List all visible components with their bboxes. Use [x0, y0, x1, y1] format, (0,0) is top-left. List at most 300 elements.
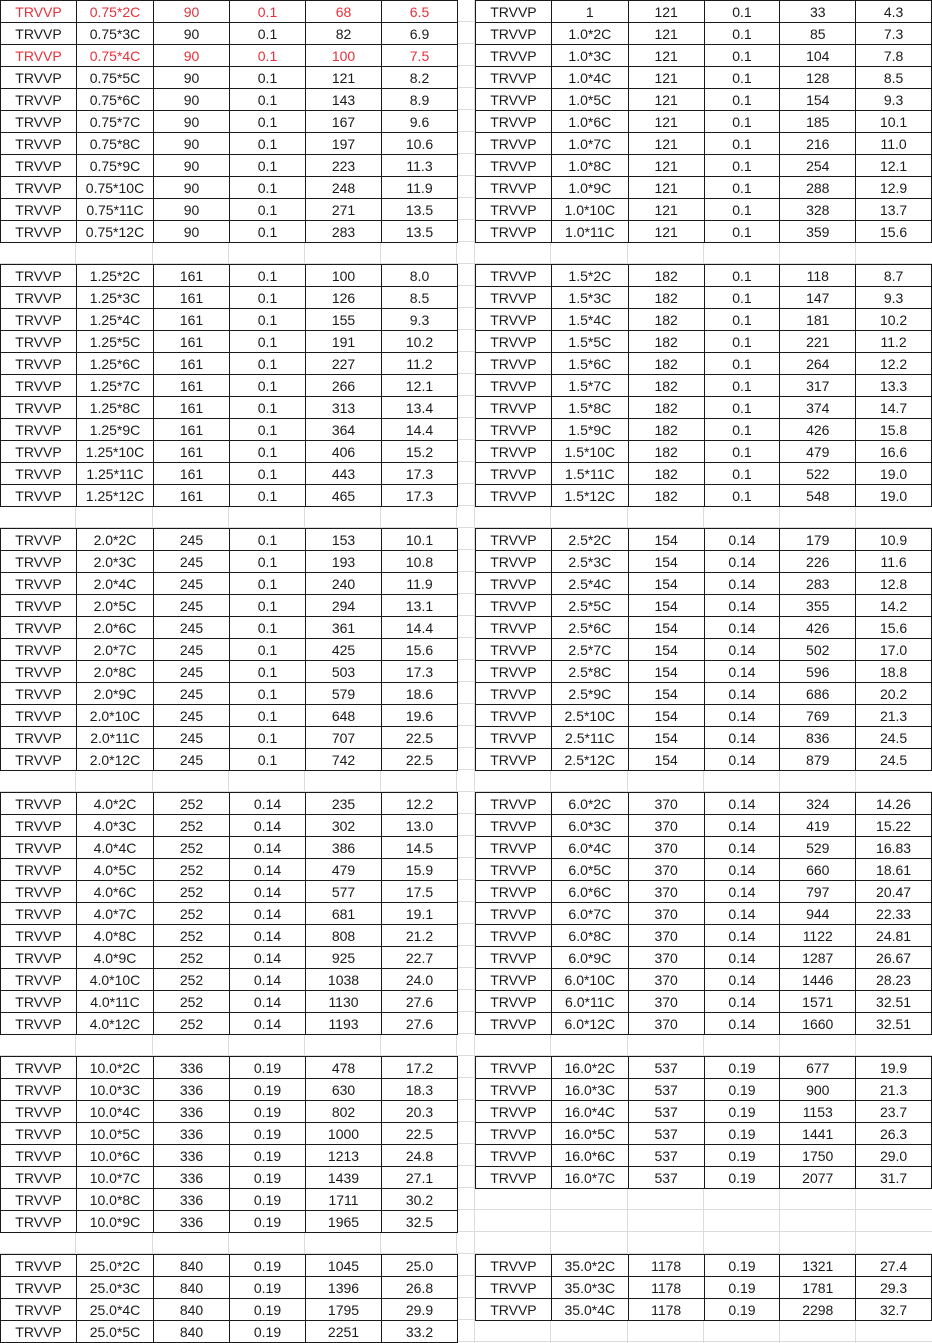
mass-cell[interactable]: 797 — [780, 881, 856, 903]
size-cell[interactable]: 6.0*3C — [551, 815, 628, 837]
type-cell[interactable]: TRVVP — [476, 815, 552, 837]
thickness-cell[interactable]: 0.1 — [230, 419, 306, 441]
thickness-cell[interactable]: 0.14 — [704, 947, 780, 969]
diameter-cell[interactable]: 22.5 — [382, 1123, 458, 1145]
type-cell[interactable]: TRVVP — [1, 617, 77, 639]
diameter-cell[interactable]: 24.0 — [382, 969, 458, 991]
diameter-cell[interactable]: 22.33 — [856, 903, 932, 925]
type-cell[interactable]: TRVVP — [1, 375, 77, 397]
size-cell[interactable]: 0.75*6C — [77, 89, 154, 111]
diameter-cell[interactable]: 13.3 — [856, 375, 932, 397]
mass-cell[interactable]: 686 — [780, 683, 856, 705]
mass-cell[interactable]: 503 — [306, 661, 382, 683]
type-cell[interactable]: TRVVP — [1, 1167, 77, 1189]
weight-cell[interactable]: 537 — [628, 1123, 704, 1145]
weight-cell[interactable]: 90 — [154, 67, 230, 89]
type-cell[interactable]: TRVVP — [1, 529, 77, 551]
diameter-cell[interactable]: 19.0 — [856, 463, 932, 485]
diameter-cell[interactable]: 9.3 — [856, 89, 932, 111]
mass-cell[interactable]: 707 — [306, 727, 382, 749]
thickness-cell[interactable]: 0.1 — [230, 529, 306, 551]
weight-cell[interactable]: 121 — [628, 133, 704, 155]
mass-cell[interactable]: 374 — [780, 397, 856, 419]
weight-cell[interactable]: 245 — [154, 705, 230, 727]
size-cell[interactable]: 1.25*2C — [77, 265, 154, 287]
size-cell[interactable]: 1.0*9C — [551, 177, 628, 199]
diameter-cell[interactable]: 10.6 — [382, 133, 458, 155]
thickness-cell[interactable]: 0.1 — [230, 177, 306, 199]
size-cell[interactable]: 10.0*8C — [77, 1189, 154, 1211]
type-cell[interactable]: TRVVP — [1, 1211, 77, 1233]
mass-cell[interactable]: 660 — [780, 859, 856, 881]
type-cell[interactable]: TRVVP — [1, 133, 77, 155]
diameter-cell[interactable]: 19.9 — [856, 1057, 932, 1079]
weight-cell[interactable]: 245 — [154, 639, 230, 661]
mass-cell[interactable]: 502 — [780, 639, 856, 661]
mass-cell[interactable]: 288 — [780, 177, 856, 199]
size-cell[interactable]: 6.0*4C — [551, 837, 628, 859]
diameter-cell[interactable]: 15.9 — [382, 859, 458, 881]
size-cell[interactable]: 1.5*12C — [551, 485, 628, 507]
weight-cell[interactable]: 245 — [154, 683, 230, 705]
mass-cell[interactable]: 1038 — [306, 969, 382, 991]
type-cell[interactable]: TRVVP — [1, 749, 77, 771]
size-cell[interactable]: 2.5*4C — [551, 573, 628, 595]
diameter-cell[interactable]: 33.2 — [382, 1321, 458, 1343]
diameter-cell[interactable]: 14.4 — [382, 419, 458, 441]
mass-cell[interactable]: 900 — [780, 1079, 856, 1101]
weight-cell[interactable]: 121 — [628, 1, 704, 23]
diameter-cell[interactable]: 32.51 — [856, 1013, 932, 1035]
size-cell[interactable]: 4.0*10C — [77, 969, 154, 991]
type-cell[interactable]: TRVVP — [1, 1255, 77, 1277]
weight-cell[interactable]: 336 — [154, 1145, 230, 1167]
weight-cell[interactable]: 90 — [154, 1, 230, 23]
diameter-cell[interactable]: 17.3 — [382, 661, 458, 683]
type-cell[interactable]: TRVVP — [476, 639, 552, 661]
mass-cell[interactable]: 104 — [780, 45, 856, 67]
type-cell[interactable]: TRVVP — [1, 463, 77, 485]
type-cell[interactable]: TRVVP — [476, 463, 552, 485]
thickness-cell[interactable]: 0.14 — [230, 903, 306, 925]
weight-cell[interactable]: 182 — [628, 485, 704, 507]
weight-cell[interactable]: 336 — [154, 1079, 230, 1101]
thickness-cell[interactable]: 0.1 — [230, 595, 306, 617]
diameter-cell[interactable]: 18.61 — [856, 859, 932, 881]
type-cell[interactable]: TRVVP — [476, 1123, 552, 1145]
weight-cell[interactable]: 161 — [154, 287, 230, 309]
thickness-cell[interactable]: 0.14 — [704, 793, 780, 815]
thickness-cell[interactable]: 0.14 — [704, 837, 780, 859]
type-cell[interactable]: TRVVP — [476, 1079, 552, 1101]
diameter-cell[interactable]: 11.2 — [856, 331, 932, 353]
size-cell[interactable]: 1.25*10C — [77, 441, 154, 463]
weight-cell[interactable]: 370 — [628, 837, 704, 859]
diameter-cell[interactable]: 12.8 — [856, 573, 932, 595]
weight-cell[interactable]: 245 — [154, 661, 230, 683]
thickness-cell[interactable]: 0.1 — [704, 1, 780, 23]
type-cell[interactable]: TRVVP — [1, 111, 77, 133]
thickness-cell[interactable]: 0.1 — [704, 67, 780, 89]
type-cell[interactable]: TRVVP — [1, 265, 77, 287]
size-cell[interactable]: 6.0*2C — [551, 793, 628, 815]
weight-cell[interactable]: 370 — [628, 859, 704, 881]
type-cell[interactable]: TRVVP — [1, 947, 77, 969]
size-cell[interactable]: 0.75*4C — [77, 45, 154, 67]
weight-cell[interactable]: 161 — [154, 309, 230, 331]
weight-cell[interactable]: 252 — [154, 991, 230, 1013]
size-cell[interactable]: 2.0*2C — [77, 529, 154, 551]
thickness-cell[interactable]: 0.1 — [704, 199, 780, 221]
thickness-cell[interactable]: 0.14 — [230, 793, 306, 815]
weight-cell[interactable]: 121 — [628, 45, 704, 67]
weight-cell[interactable]: 154 — [628, 551, 704, 573]
mass-cell[interactable]: 167 — [306, 111, 382, 133]
weight-cell[interactable]: 336 — [154, 1101, 230, 1123]
thickness-cell[interactable]: 0.19 — [230, 1057, 306, 1079]
mass-cell[interactable]: 179 — [780, 529, 856, 551]
size-cell[interactable]: 4.0*5C — [77, 859, 154, 881]
type-cell[interactable]: TRVVP — [1, 705, 77, 727]
type-cell[interactable]: TRVVP — [1, 727, 77, 749]
diameter-cell[interactable]: 13.7 — [856, 199, 932, 221]
size-cell[interactable]: 10.0*2C — [77, 1057, 154, 1079]
size-cell[interactable]: 2.5*12C — [551, 749, 628, 771]
mass-cell[interactable]: 2251 — [306, 1321, 382, 1343]
size-cell[interactable]: 2.5*5C — [551, 595, 628, 617]
mass-cell[interactable]: 419 — [780, 815, 856, 837]
mass-cell[interactable]: 1660 — [780, 1013, 856, 1035]
thickness-cell[interactable]: 0.14 — [704, 815, 780, 837]
type-cell[interactable]: TRVVP — [1, 1189, 77, 1211]
thickness-cell[interactable]: 0.14 — [230, 947, 306, 969]
thickness-cell[interactable]: 0.19 — [230, 1123, 306, 1145]
weight-cell[interactable]: 182 — [628, 419, 704, 441]
diameter-cell[interactable]: 15.6 — [856, 221, 932, 243]
weight-cell[interactable]: 245 — [154, 573, 230, 595]
diameter-cell[interactable]: 8.7 — [856, 265, 932, 287]
mass-cell[interactable]: 1571 — [780, 991, 856, 1013]
mass-cell[interactable]: 155 — [306, 309, 382, 331]
thickness-cell[interactable]: 0.1 — [704, 419, 780, 441]
weight-cell[interactable]: 1178 — [628, 1277, 704, 1299]
size-cell[interactable]: 2.0*12C — [77, 749, 154, 771]
type-cell[interactable]: TRVVP — [476, 859, 552, 881]
thickness-cell[interactable]: 0.14 — [704, 881, 780, 903]
mass-cell[interactable]: 359 — [780, 221, 856, 243]
diameter-cell[interactable]: 22.5 — [382, 749, 458, 771]
mass-cell[interactable]: 317 — [780, 375, 856, 397]
type-cell[interactable]: TRVVP — [476, 485, 552, 507]
weight-cell[interactable]: 370 — [628, 991, 704, 1013]
type-cell[interactable]: TRVVP — [1, 45, 77, 67]
type-cell[interactable]: TRVVP — [476, 441, 552, 463]
thickness-cell[interactable]: 0.19 — [230, 1101, 306, 1123]
diameter-cell[interactable]: 15.22 — [856, 815, 932, 837]
thickness-cell[interactable]: 0.1 — [704, 177, 780, 199]
weight-cell[interactable]: 537 — [628, 1145, 704, 1167]
thickness-cell[interactable]: 0.14 — [704, 529, 780, 551]
thickness-cell[interactable]: 0.14 — [230, 859, 306, 881]
thickness-cell[interactable]: 0.1 — [704, 397, 780, 419]
size-cell[interactable]: 2.0*3C — [77, 551, 154, 573]
mass-cell[interactable]: 1000 — [306, 1123, 382, 1145]
type-cell[interactable]: TRVVP — [1, 595, 77, 617]
weight-cell[interactable]: 840 — [154, 1321, 230, 1343]
size-cell[interactable]: 1.0*10C — [551, 199, 628, 221]
diameter-cell[interactable]: 14.26 — [856, 793, 932, 815]
weight-cell[interactable]: 245 — [154, 617, 230, 639]
type-cell[interactable]: TRVVP — [1, 551, 77, 573]
thickness-cell[interactable]: 0.1 — [230, 309, 306, 331]
type-cell[interactable]: TRVVP — [1, 639, 77, 661]
weight-cell[interactable]: 121 — [628, 111, 704, 133]
size-cell[interactable]: 25.0*3C — [77, 1277, 154, 1299]
type-cell[interactable]: TRVVP — [1, 573, 77, 595]
mass-cell[interactable]: 426 — [780, 419, 856, 441]
thickness-cell[interactable]: 0.19 — [230, 1145, 306, 1167]
size-cell[interactable]: 1.25*9C — [77, 419, 154, 441]
thickness-cell[interactable]: 0.19 — [704, 1123, 780, 1145]
type-cell[interactable]: TRVVP — [476, 111, 552, 133]
mass-cell[interactable]: 1795 — [306, 1299, 382, 1321]
weight-cell[interactable]: 370 — [628, 925, 704, 947]
thickness-cell[interactable]: 0.14 — [704, 551, 780, 573]
type-cell[interactable]: TRVVP — [1, 1013, 77, 1035]
diameter-cell[interactable]: 27.6 — [382, 991, 458, 1013]
size-cell[interactable]: 6.0*7C — [551, 903, 628, 925]
diameter-cell[interactable]: 22.5 — [382, 727, 458, 749]
mass-cell[interactable]: 2077 — [780, 1167, 856, 1189]
diameter-cell[interactable]: 30.2 — [382, 1189, 458, 1211]
diameter-cell[interactable]: 20.2 — [856, 683, 932, 705]
mass-cell[interactable]: 802 — [306, 1101, 382, 1123]
thickness-cell[interactable]: 0.1 — [230, 749, 306, 771]
type-cell[interactable]: TRVVP — [1, 903, 77, 925]
thickness-cell[interactable]: 0.1 — [230, 331, 306, 353]
weight-cell[interactable]: 161 — [154, 353, 230, 375]
thickness-cell[interactable]: 0.1 — [230, 155, 306, 177]
thickness-cell[interactable]: 0.1 — [230, 287, 306, 309]
mass-cell[interactable]: 1122 — [780, 925, 856, 947]
mass-cell[interactable]: 478 — [306, 1057, 382, 1079]
size-cell[interactable]: 4.0*3C — [77, 815, 154, 837]
type-cell[interactable]: TRVVP — [476, 309, 552, 331]
diameter-cell[interactable]: 11.2 — [382, 353, 458, 375]
size-cell[interactable]: 1.25*7C — [77, 375, 154, 397]
size-cell[interactable]: 1.5*3C — [551, 287, 628, 309]
weight-cell[interactable]: 154 — [628, 595, 704, 617]
size-cell[interactable]: 10.0*9C — [77, 1211, 154, 1233]
type-cell[interactable]: TRVVP — [476, 1255, 552, 1277]
weight-cell[interactable]: 537 — [628, 1167, 704, 1189]
diameter-cell[interactable]: 6.9 — [382, 23, 458, 45]
type-cell[interactable]: TRVVP — [476, 551, 552, 573]
thickness-cell[interactable]: 0.1 — [704, 375, 780, 397]
thickness-cell[interactable]: 0.19 — [230, 1211, 306, 1233]
size-cell[interactable]: 0.75*9C — [77, 155, 154, 177]
thickness-cell[interactable]: 0.14 — [704, 749, 780, 771]
diameter-cell[interactable]: 12.9 — [856, 177, 932, 199]
diameter-cell[interactable]: 16.83 — [856, 837, 932, 859]
weight-cell[interactable]: 154 — [628, 727, 704, 749]
thickness-cell[interactable]: 0.14 — [704, 1013, 780, 1035]
size-cell[interactable]: 25.0*5C — [77, 1321, 154, 1343]
type-cell[interactable]: TRVVP — [476, 573, 552, 595]
mass-cell[interactable]: 879 — [780, 749, 856, 771]
diameter-cell[interactable]: 21.2 — [382, 925, 458, 947]
size-cell[interactable]: 6.0*11C — [551, 991, 628, 1013]
diameter-cell[interactable]: 13.5 — [382, 221, 458, 243]
weight-cell[interactable]: 161 — [154, 441, 230, 463]
weight-cell[interactable]: 245 — [154, 551, 230, 573]
weight-cell[interactable]: 121 — [628, 23, 704, 45]
mass-cell[interactable]: 465 — [306, 485, 382, 507]
mass-cell[interactable]: 68 — [306, 1, 382, 23]
mass-cell[interactable]: 548 — [780, 485, 856, 507]
weight-cell[interactable]: 121 — [628, 89, 704, 111]
diameter-cell[interactable]: 21.3 — [856, 1079, 932, 1101]
thickness-cell[interactable]: 0.1 — [230, 23, 306, 45]
diameter-cell[interactable]: 24.5 — [856, 727, 932, 749]
size-cell[interactable]: 6.0*6C — [551, 881, 628, 903]
type-cell[interactable]: TRVVP — [1, 1299, 77, 1321]
mass-cell[interactable]: 223 — [306, 155, 382, 177]
thickness-cell[interactable]: 0.1 — [230, 397, 306, 419]
diameter-cell[interactable]: 13.1 — [382, 595, 458, 617]
type-cell[interactable]: TRVVP — [1, 683, 77, 705]
diameter-cell[interactable]: 13.4 — [382, 397, 458, 419]
diameter-cell[interactable]: 31.7 — [856, 1167, 932, 1189]
type-cell[interactable]: TRVVP — [476, 23, 552, 45]
weight-cell[interactable]: 245 — [154, 749, 230, 771]
mass-cell[interactable]: 522 — [780, 463, 856, 485]
thickness-cell[interactable]: 0.1 — [704, 155, 780, 177]
weight-cell[interactable]: 90 — [154, 23, 230, 45]
type-cell[interactable]: TRVVP — [476, 397, 552, 419]
weight-cell[interactable]: 537 — [628, 1079, 704, 1101]
diameter-cell[interactable]: 24.81 — [856, 925, 932, 947]
mass-cell[interactable]: 283 — [306, 221, 382, 243]
diameter-cell[interactable]: 17.3 — [382, 485, 458, 507]
type-cell[interactable]: TRVVP — [1, 89, 77, 111]
thickness-cell[interactable]: 0.14 — [704, 617, 780, 639]
type-cell[interactable]: TRVVP — [476, 45, 552, 67]
size-cell[interactable]: 10.0*3C — [77, 1079, 154, 1101]
thickness-cell[interactable]: 0.1 — [230, 375, 306, 397]
thickness-cell[interactable]: 0.14 — [704, 595, 780, 617]
size-cell[interactable]: 2.0*10C — [77, 705, 154, 727]
weight-cell[interactable]: 90 — [154, 221, 230, 243]
type-cell[interactable]: TRVVP — [476, 1, 552, 23]
size-cell[interactable]: 1.0*6C — [551, 111, 628, 133]
size-cell[interactable]: 16.0*7C — [551, 1167, 628, 1189]
thickness-cell[interactable]: 0.1 — [230, 551, 306, 573]
thickness-cell[interactable]: 0.1 — [704, 309, 780, 331]
diameter-cell[interactable]: 32.5 — [382, 1211, 458, 1233]
diameter-cell[interactable]: 9.6 — [382, 111, 458, 133]
thickness-cell[interactable]: 0.1 — [230, 463, 306, 485]
thickness-cell[interactable]: 0.1 — [230, 89, 306, 111]
mass-cell[interactable]: 100 — [306, 265, 382, 287]
mass-cell[interactable]: 677 — [780, 1057, 856, 1079]
diameter-cell[interactable]: 12.2 — [856, 353, 932, 375]
type-cell[interactable]: TRVVP — [1, 397, 77, 419]
weight-cell[interactable]: 336 — [154, 1057, 230, 1079]
size-cell[interactable]: 6.0*8C — [551, 925, 628, 947]
weight-cell[interactable]: 121 — [628, 155, 704, 177]
type-cell[interactable]: TRVVP — [1, 837, 77, 859]
weight-cell[interactable]: 245 — [154, 595, 230, 617]
type-cell[interactable]: TRVVP — [1, 859, 77, 881]
diameter-cell[interactable]: 23.7 — [856, 1101, 932, 1123]
thickness-cell[interactable]: 0.1 — [230, 617, 306, 639]
thickness-cell[interactable]: 0.14 — [704, 859, 780, 881]
size-cell[interactable]: 2.5*7C — [551, 639, 628, 661]
type-cell[interactable]: TRVVP — [1, 309, 77, 331]
weight-cell[interactable]: 90 — [154, 155, 230, 177]
thickness-cell[interactable]: 0.1 — [230, 661, 306, 683]
thickness-cell[interactable]: 0.14 — [230, 837, 306, 859]
mass-cell[interactable]: 944 — [780, 903, 856, 925]
thickness-cell[interactable]: 0.14 — [704, 639, 780, 661]
thickness-cell[interactable]: 0.1 — [230, 111, 306, 133]
size-cell[interactable]: 35.0*3C — [551, 1277, 628, 1299]
weight-cell[interactable]: 252 — [154, 815, 230, 837]
size-cell[interactable]: 16.0*4C — [551, 1101, 628, 1123]
type-cell[interactable]: TRVVP — [476, 881, 552, 903]
thickness-cell[interactable]: 0.1 — [704, 89, 780, 111]
size-cell[interactable]: 2.5*11C — [551, 727, 628, 749]
weight-cell[interactable]: 161 — [154, 463, 230, 485]
weight-cell[interactable]: 1178 — [628, 1255, 704, 1277]
weight-cell[interactable]: 90 — [154, 133, 230, 155]
type-cell[interactable]: TRVVP — [476, 1167, 552, 1189]
mass-cell[interactable]: 1396 — [306, 1277, 382, 1299]
type-cell[interactable]: TRVVP — [476, 925, 552, 947]
thickness-cell[interactable]: 0.1 — [230, 683, 306, 705]
diameter-cell[interactable]: 19.0 — [856, 485, 932, 507]
diameter-cell[interactable]: 17.3 — [382, 463, 458, 485]
size-cell[interactable]: 2.0*5C — [77, 595, 154, 617]
weight-cell[interactable]: 336 — [154, 1123, 230, 1145]
type-cell[interactable]: TRVVP — [1, 1321, 77, 1343]
weight-cell[interactable]: 336 — [154, 1167, 230, 1189]
size-cell[interactable]: 6.0*5C — [551, 859, 628, 881]
mass-cell[interactable]: 154 — [780, 89, 856, 111]
type-cell[interactable]: TRVVP — [476, 969, 552, 991]
diameter-cell[interactable]: 10.1 — [382, 529, 458, 551]
mass-cell[interactable]: 1153 — [780, 1101, 856, 1123]
size-cell[interactable]: 35.0*4C — [551, 1299, 628, 1321]
mass-cell[interactable]: 1193 — [306, 1013, 382, 1035]
size-cell[interactable]: 16.0*6C — [551, 1145, 628, 1167]
thickness-cell[interactable]: 0.1 — [704, 441, 780, 463]
diameter-cell[interactable]: 19.6 — [382, 705, 458, 727]
type-cell[interactable]: TRVVP — [476, 617, 552, 639]
weight-cell[interactable]: 161 — [154, 331, 230, 353]
type-cell[interactable]: TRVVP — [476, 991, 552, 1013]
mass-cell[interactable]: 925 — [306, 947, 382, 969]
weight-cell[interactable]: 154 — [628, 573, 704, 595]
weight-cell[interactable]: 182 — [628, 375, 704, 397]
diameter-cell[interactable]: 9.3 — [856, 287, 932, 309]
size-cell[interactable]: 16.0*2C — [551, 1057, 628, 1079]
diameter-cell[interactable]: 15.6 — [382, 639, 458, 661]
size-cell[interactable]: 4.0*6C — [77, 881, 154, 903]
thickness-cell[interactable]: 0.19 — [230, 1299, 306, 1321]
type-cell[interactable]: TRVVP — [476, 375, 552, 397]
